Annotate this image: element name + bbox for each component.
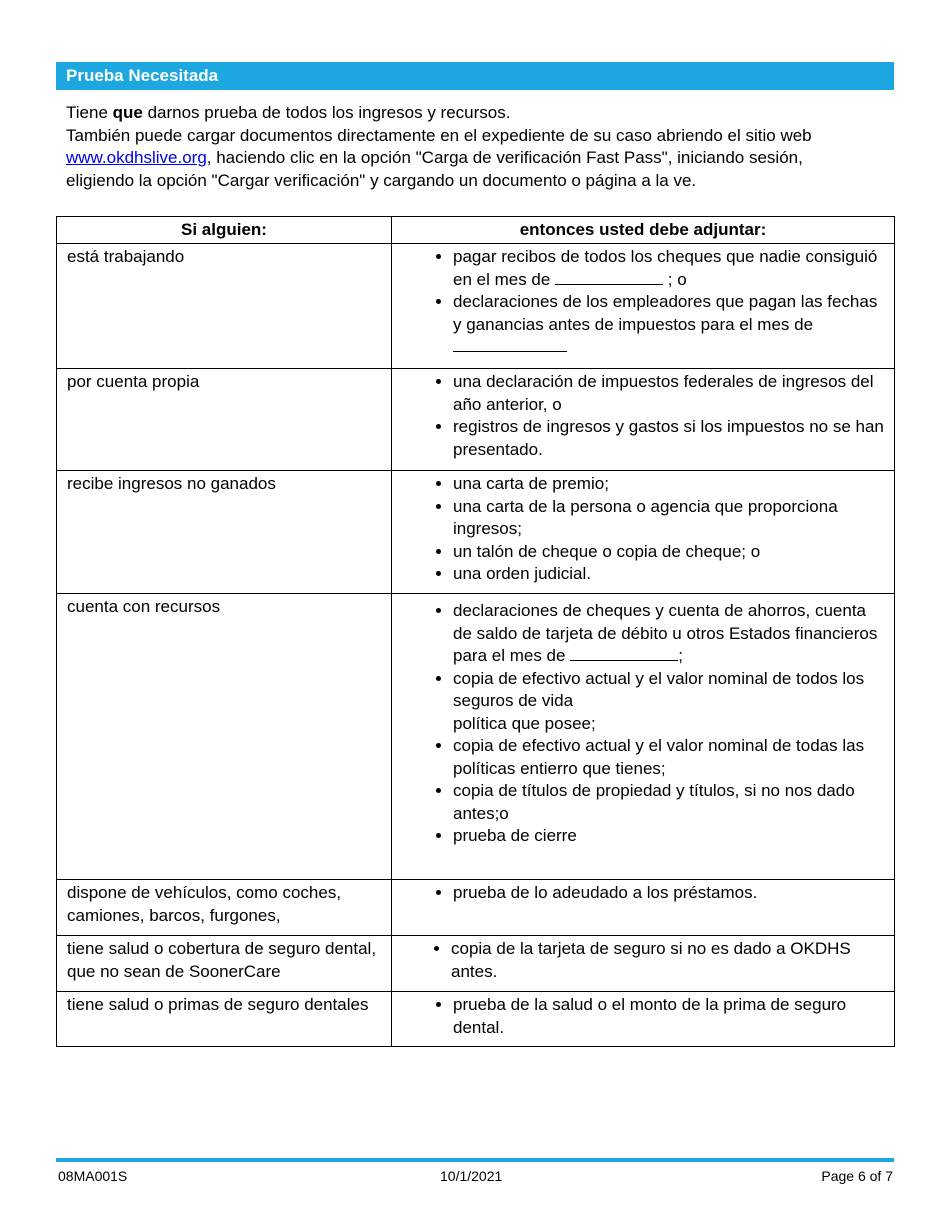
form-date: 10/1/2021 xyxy=(440,1168,503,1184)
list-item: • copia de efectivo actual y el valor nominal de todos los seguros de vida política que posee; xyxy=(453,668,888,736)
list-item: • copia de títulos de propiedad y títulos, si no nos dado antes;o xyxy=(453,780,888,825)
row-condition: recibe ingresos no ganados xyxy=(57,471,392,594)
list-item: • una carta de la persona o agencia que proporciona ingresos; xyxy=(453,496,888,541)
row-condition: tiene salud o primas de seguro dentales xyxy=(57,992,392,1047)
row-condition: tiene salud o cobertura de seguro dental, que no sean de SoonerCare xyxy=(57,936,392,992)
section-title: Prueba Necesitada xyxy=(66,66,219,85)
intro-line-2: También puede cargar documentos directamente en el expediente de su caso abriendo el sitio web www.okdhslive.org, haciendo clic en la opción "Carga de verificación Fast Pass", iniciando sesión, eligiendo la opción "Cargar verificación" y cargando un documento o página a la ve. xyxy=(66,125,812,190)
okdhslive-link[interactable]: www.okdhslive.org xyxy=(66,148,207,167)
header-si-alguien: Si alguien: xyxy=(57,217,392,244)
row-documents xyxy=(392,244,895,369)
row-documents xyxy=(392,369,895,471)
table-row xyxy=(57,244,895,369)
intro-line-1: Tiene que darnos prueba de todos los ingresos y recursos. xyxy=(66,103,511,122)
row-condition: cuenta con recursos xyxy=(57,594,392,880)
proof-table xyxy=(56,216,895,1047)
table-row xyxy=(57,594,895,880)
table-header-row xyxy=(57,217,895,244)
list-item: • copia de la tarjeta de seguro si no es dado a OKDHS antes. xyxy=(451,938,888,983)
table-row xyxy=(57,880,895,936)
row-condition: por cuenta propia xyxy=(57,369,392,471)
list-item: • una carta de premio; xyxy=(453,473,888,496)
blank-line xyxy=(453,337,567,352)
section-header xyxy=(56,62,894,90)
footer-rule xyxy=(56,1158,894,1162)
list-item: • prueba de la salud o el monto de la prima de seguro dental. xyxy=(453,994,888,1039)
row-documents xyxy=(392,594,895,880)
page-number: Page 6 of 7 xyxy=(821,1168,893,1184)
table-row xyxy=(57,992,895,1047)
list-item: • prueba de cierre xyxy=(453,825,888,848)
list-item: • pagar recibos de todos los cheques que nadie consiguió en el mes de ; o xyxy=(453,246,888,291)
list-item: • una orden judicial. xyxy=(453,563,888,586)
row-documents xyxy=(392,471,895,594)
table-row xyxy=(57,369,895,471)
list-item: • prueba de lo adeudado a los préstamos. xyxy=(453,882,888,905)
list-item: • registros de ingresos y gastos si los impuestos no se han presentado. xyxy=(453,416,888,461)
list-item: • declaraciones de cheques y cuenta de ahorros, cuenta de saldo de tarjeta de débito u otros Estados financieros para el mes de ; xyxy=(453,600,888,668)
list-item: • una declaración de impuestos federales de ingresos del año anterior, o xyxy=(453,371,888,416)
list-item: • copia de efectivo actual y el valor nominal de todas las políticas entierro que tienes; xyxy=(453,735,888,780)
row-documents xyxy=(392,936,895,992)
blank-line xyxy=(570,646,678,661)
row-documents xyxy=(392,992,895,1047)
row-condition: dispone de vehículos, como coches, camiones, barcos, furgones, xyxy=(57,880,392,936)
form-number: 08MA001S xyxy=(58,1168,128,1184)
table-row xyxy=(57,936,895,992)
header-adjuntar: entonces usted debe adjuntar: xyxy=(392,217,895,244)
row-documents xyxy=(392,880,895,936)
list-item: • un talón de cheque o copia de cheque; o xyxy=(453,541,888,564)
row-condition: está trabajando xyxy=(57,244,392,369)
table-row xyxy=(57,471,895,594)
blank-line xyxy=(555,270,663,285)
intro-text xyxy=(66,102,866,192)
list-item: • declaraciones de los empleadores que pagan las fechas y ganancias antes de impuestos para el mes de xyxy=(453,291,888,359)
